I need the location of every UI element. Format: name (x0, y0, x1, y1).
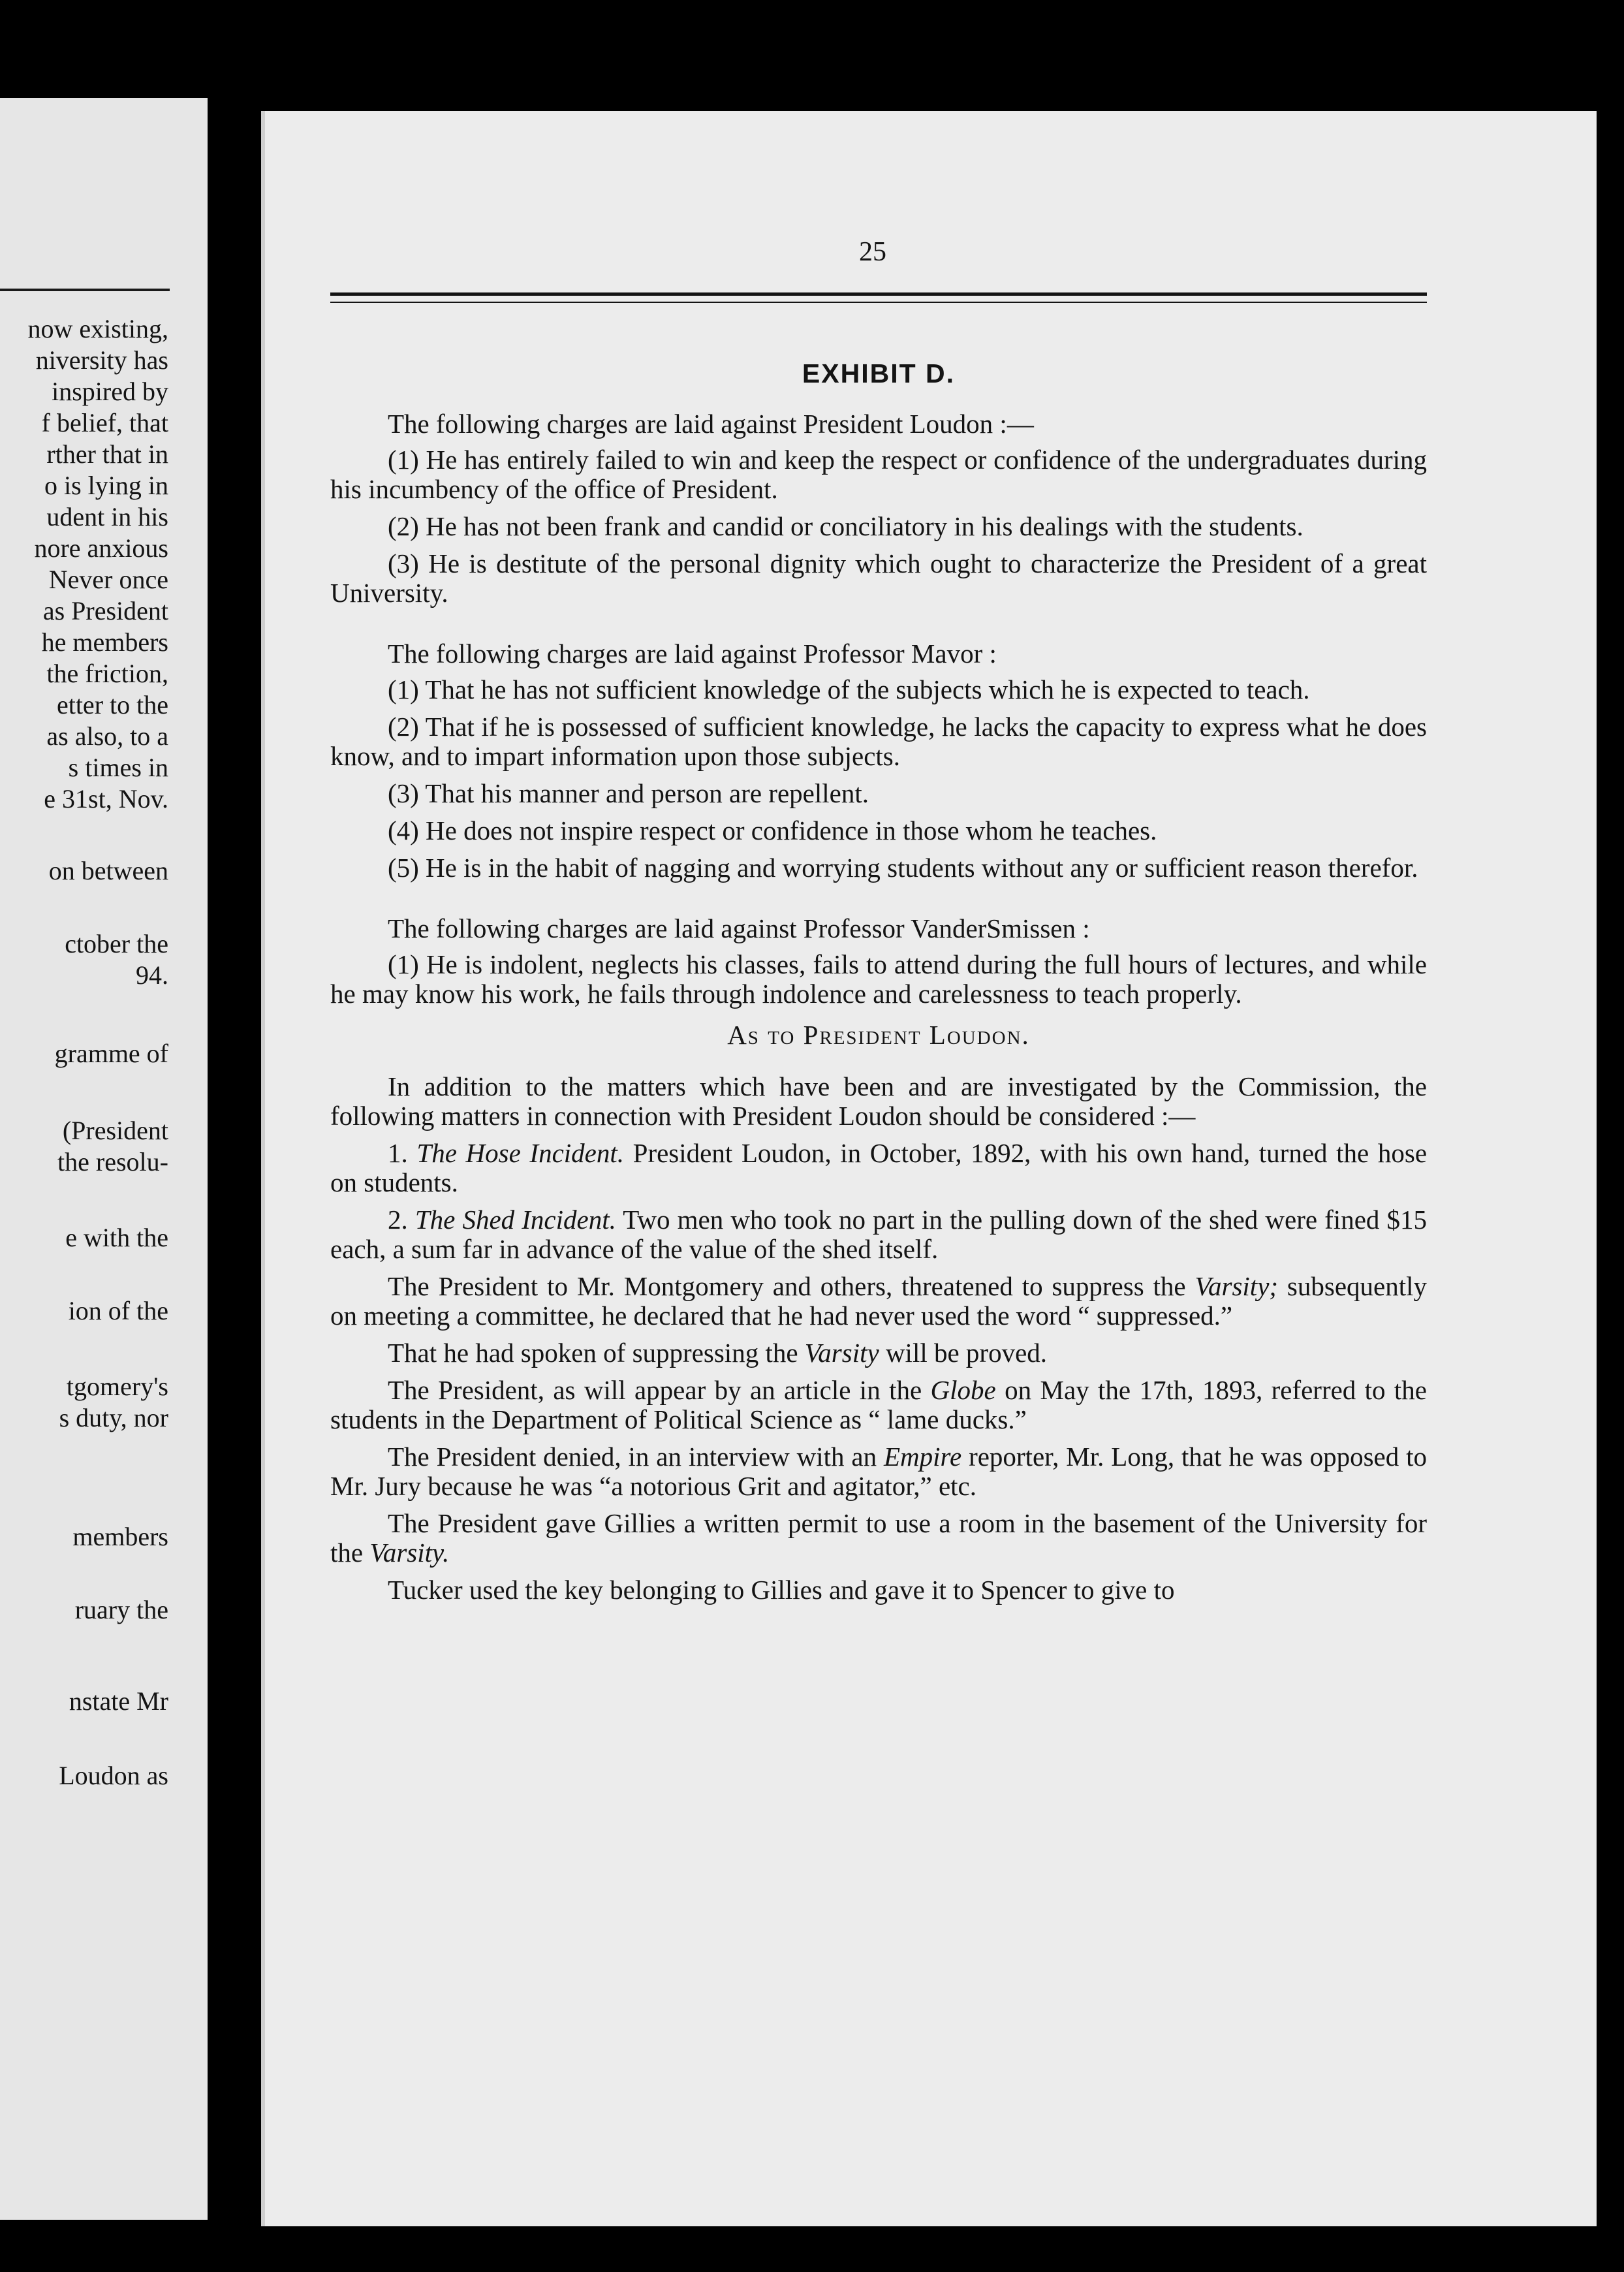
paragraph-text: The President, as will appear by an article in the (388, 1375, 922, 1405)
document-page (261, 111, 1597, 2226)
item-text: President Loudon, in October, 1892, with his own hand, turned the hose on students. (330, 1138, 1428, 1197)
charge-item: (1) He has entirely failed to win and keep the respect or confidence of the undergraduates during his incumbency of the office of President. (330, 445, 1427, 504)
left-page-line: s duty, nor (59, 1403, 168, 1432)
charge-item: (3) He is destitute of the personal dignity which ought to characterize the President of a great University. (330, 548, 1427, 608)
left-page-line: rther that in (46, 439, 168, 469)
left-page-line: niversity has (35, 345, 168, 375)
left-facing-page (0, 98, 208, 2220)
charge-item: (2) He has not been frank and candid or conciliatory in his dealings with the students. (388, 511, 1304, 541)
hose-incident-paragraph (330, 1139, 1427, 1197)
italic-title: Varsity; (1195, 1271, 1279, 1301)
left-page-line: members (72, 1522, 168, 1551)
italic-title: Globe (930, 1375, 996, 1405)
charge-item: (4) He does not inspire respect or confidence in those whom he teaches. (388, 815, 1157, 845)
left-page-line: f belief, that (41, 408, 168, 437)
item-number: 2. (388, 1205, 408, 1235)
page-content (330, 359, 1427, 1613)
left-page-line: s times in (68, 753, 168, 782)
header-rule (330, 292, 1427, 296)
tucker-paragraph: Tucker used the key belonging to Gillies and gave it to Spencer to give to (388, 1575, 1175, 1605)
empire-interview-paragraph (330, 1442, 1427, 1501)
left-page-line: nore anxious (34, 533, 168, 563)
paragraph-text: That he had spoken of suppressing the (388, 1338, 798, 1368)
left-page-line: as President (42, 596, 168, 625)
left-page-line: e 31st, Nov. (44, 784, 168, 813)
italic-title: Varsity. (369, 1538, 450, 1568)
exhibit-heading: EXHIBIT D. (802, 358, 956, 388)
left-page-line: he members (41, 627, 168, 657)
left-page-line: udent in his (46, 502, 168, 531)
left-page-line: 94. (136, 960, 168, 990)
varsity-proof-paragraph (330, 1338, 1427, 1368)
item-number: 1. (388, 1138, 408, 1168)
section-subheading: As to President Loudon. (727, 1020, 1030, 1050)
left-page-rule (0, 289, 170, 291)
item-label: The Shed Incident. (414, 1205, 616, 1235)
section-gap (330, 891, 1427, 914)
left-page-line: inspired by (52, 377, 168, 406)
left-page-line: the resolu- (57, 1147, 168, 1176)
left-page-line: e with the (65, 1223, 168, 1252)
additional-matters-paragraph: In addition to the matters which have been and are investigated by the Commission, the following matters in connection with President Loudon should be considered :— (330, 1071, 1427, 1131)
paragraph-text: The President to Mr. Montgomery and others, threatened to suppress the (388, 1271, 1186, 1301)
charge-item: (2) That if he is possessed of sufficient knowledge, he lacks the capacity to express what he does know, and to impart information upon those subjects. (330, 712, 1427, 771)
italic-title: Varsity (804, 1338, 879, 1368)
item-text: Two men who took no part in the pulling down of the shed were fined $15 each, a sum far in advance of the value of the shed itself. (330, 1205, 1428, 1264)
left-page-line: now existing, (27, 314, 168, 343)
paragraph-text: on May the 17th, 1893, referred to the students in the Department of Political Science as “ lame ducks.” (330, 1375, 1428, 1434)
left-page-line: etter to the (56, 690, 168, 719)
paragraph-text: The President denied, in an interview with an (388, 1442, 877, 1472)
charges-intro-mavor: The following charges are laid against Professor Mavor : (388, 639, 997, 669)
page-number: 25 (859, 237, 886, 267)
italic-title: Empire (883, 1442, 962, 1472)
shed-incident-paragraph (330, 1205, 1427, 1264)
header-rule-thin (330, 302, 1427, 303)
left-page-line: tgomery's (66, 1372, 168, 1401)
left-page-line: the friction, (46, 659, 168, 688)
paragraph-text: The President gave Gillies a written permit to use a room in the basement of the University for the (330, 1508, 1427, 1568)
charge-item: (1) That he has not sufficient knowledge of the subjects which he is expected to teach. (388, 674, 1310, 704)
left-page-line: as also, to a (46, 721, 168, 751)
left-page-line: on between (48, 856, 168, 885)
paragraph-text: subsequently on meeting a committee, he declared that he had never used the word “ suppressed.” (330, 1271, 1428, 1331)
left-page-line: o is lying in (44, 471, 168, 500)
left-page-line: Loudon as (59, 1761, 168, 1790)
left-page-line: ruary the (74, 1595, 168, 1624)
left-page-line: Never once (48, 565, 168, 594)
paragraph-text: will be proved. (885, 1338, 1048, 1368)
permit-paragraph (330, 1509, 1427, 1568)
left-page-line: ion of the (68, 1296, 168, 1325)
charge-item: (1) He is indolent, neglects his classes, fails to attend during the full hours of lectures, and while he may know his work, he fails through indolence and carelessness to teach properly. (330, 949, 1427, 1009)
charges-intro-loudon: The following charges are laid against President Loudon :— (388, 409, 1034, 439)
left-page-line: (President (62, 1116, 168, 1145)
charge-item: (3) That his manner and person are repellent. (388, 778, 869, 808)
left-page-line: gramme of (54, 1039, 168, 1068)
paragraph-text: reporter, Mr. Long, that he was opposed to Mr. Jury because he was “a notorious Grit and agitator,” etc. (330, 1442, 1427, 1501)
item-label: The Hose Incident. (416, 1138, 624, 1168)
left-page-line: ctober the (65, 929, 168, 958)
charge-item: (5) He is in the habit of nagging and worrying students without any or sufficient reason therefor. (388, 853, 1418, 883)
charges-intro-vandersmissen: The following charges are laid against Professor VanderSmissen : (388, 913, 1090, 943)
section-gap (330, 616, 1427, 639)
globe-article-paragraph (330, 1376, 1427, 1434)
left-page-line: nstate Mr (69, 1686, 168, 1716)
varsity-threat-paragraph (330, 1272, 1427, 1331)
